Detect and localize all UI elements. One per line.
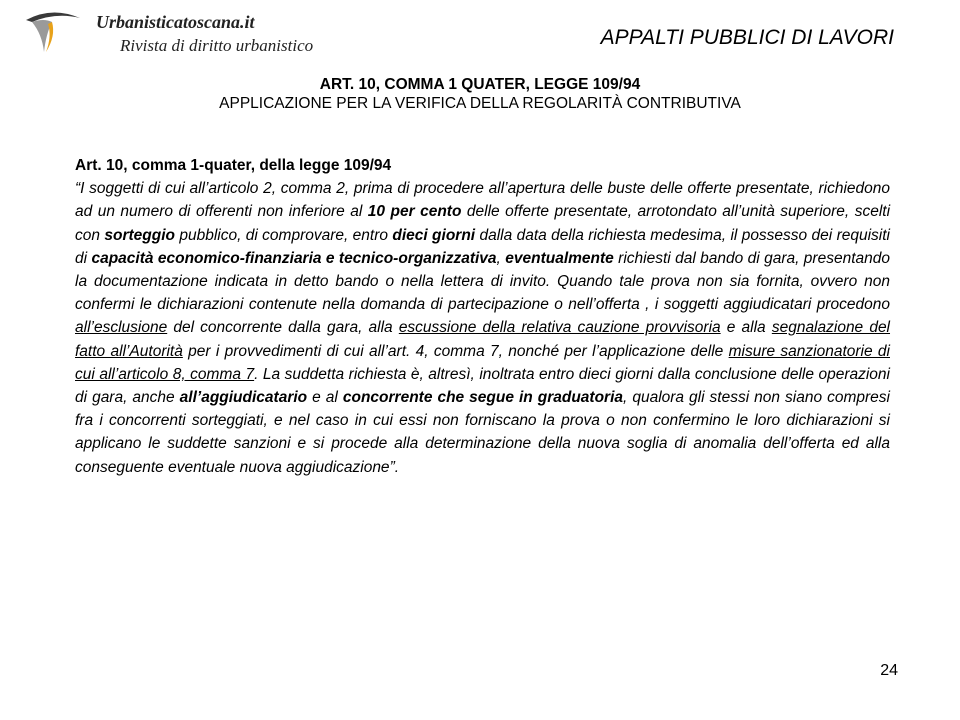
quote-bold: dieci giorni <box>392 226 476 244</box>
page-number: 24 <box>880 662 898 679</box>
quote-text: richiesti dal bando di gara, presentando la documentazione indicata in detto bando o nella lettera di invito. Quando tale prova non sia fornita, ovvero non confermi le dichiarazioni contenute nella domanda di partecipazione o nell’offerta , i soggetti aggiudicatari procedono <box>75 249 890 314</box>
quote-bold: sorteggio <box>104 226 175 244</box>
quote-text: dalla data della richiesta medesima, il possesso dei requisiti di <box>75 226 890 267</box>
article-body <box>75 154 890 479</box>
quote-text: per i provvedimenti di cui all’art. 4, comma 7, nonché per l’applicazione delle <box>182 342 729 360</box>
quote-underline: segnalazione del fatto all’Autorità <box>75 319 891 360</box>
law-quote <box>75 177 890 479</box>
quote-text: e alla <box>720 319 772 337</box>
quote-bold: eventualmente <box>505 249 614 267</box>
article-subtitle: APPLICAZIONE PER LA VERIFICA DELLA REGOLARITÀ CONTRIBUTIVA <box>219 95 741 112</box>
section-title: APPALTI PUBBLICI DI LAVORI <box>600 26 894 49</box>
quote-text: , <box>496 249 506 267</box>
article-header <box>0 75 960 113</box>
quote-underline: all’esclusione <box>75 319 168 337</box>
quote-text: , qualora gli stessi non siano compresi fra i concorrenti sorteggiati, e nel caso in cui essi non forniscano la prova o non confermino le loro dichiarazioni si applicano le suddette sanzioni e si procede alla determinazione della nuova soglia di anomalia dell’offerta ed alla conseguente eventuale nuova aggiudicazione <box>75 389 890 476</box>
article-title: ART. 10, COMMA 1 QUATER, LEGGE 109/94 <box>319 76 641 93</box>
quote-text: delle offerte presentate, arrotondato all’unità superiore, scelti con <box>75 203 891 244</box>
quote-text: del concorrente dalla gara, alla <box>167 319 399 337</box>
quote-text: pubblico, di comprovare, entro <box>174 226 393 244</box>
brand-name: Urbanisticatoscana.it <box>96 12 255 32</box>
quote-closing: ”. <box>389 458 400 476</box>
quote-text: “I soggetti di cui all’articolo 2, comma 2, prima di procedere all’apertura delle buste delle offerte presentate, richiedono ad un numero di offerenti non inferiore al <box>75 180 890 221</box>
quote-bold: capacità economico-finanziaria e tecnico-organizzativa <box>91 249 497 267</box>
quote-underline: misure sanzionatorie di cui all’articolo 8, comma 7 <box>75 342 890 383</box>
quote-text: . La suddetta richiesta è, altresì, inoltrata entro dieci giorni dalla conclusione delle operazioni di gara, anche <box>75 365 890 407</box>
brand-tagline: Rivista di diritto urbanistico <box>120 36 314 55</box>
quote-bold: 10 per cento <box>367 203 462 221</box>
quote-underline: escussione della relativa cauzione provvisoria <box>398 319 721 337</box>
quote-bold: concorrente che segue in graduatoria <box>342 389 624 407</box>
quote-bold: all’aggiudicatario <box>179 389 308 407</box>
body-heading: Art. 10, comma 1-quater, della legge 109/94 <box>75 157 392 174</box>
logo-swoosh-icon <box>22 6 84 56</box>
quote-text: e al <box>307 389 343 407</box>
